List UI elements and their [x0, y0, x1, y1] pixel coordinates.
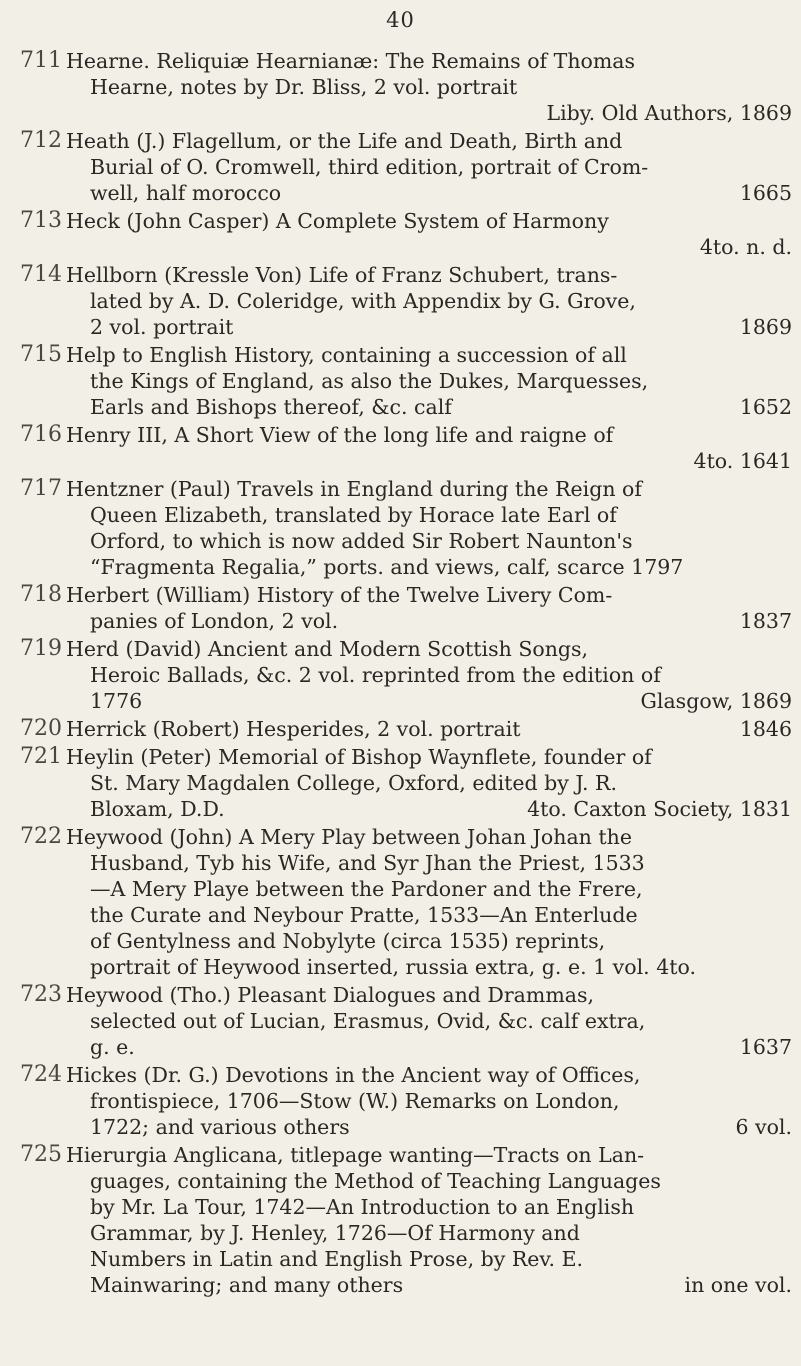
- entry-line: Mainwaring; and many others: [90, 1273, 404, 1297]
- catalogue-entry: [20, 48, 792, 126]
- entry-line: of Gentylness and Nobylyte (circa 1535) reprints,: [90, 929, 606, 953]
- entry-date: 1869: [739, 315, 792, 339]
- lot-number: 717: [20, 476, 62, 501]
- entry-line: g. e.: [90, 1035, 135, 1059]
- lot-number: 721: [20, 744, 62, 769]
- lot-number: 711: [20, 48, 62, 73]
- catalogue-entry: [20, 744, 792, 822]
- entry-line: frontispiece, 1706—Stow (W.) Remarks on London,: [90, 1089, 620, 1113]
- entry-text: [66, 824, 792, 980]
- entry-line: Herrick (Robert) Hesperides, 2 vol. portrait: [66, 717, 521, 741]
- entry-text: [66, 1062, 792, 1140]
- entry-line: 4to. 1641: [693, 449, 792, 473]
- lot-number: 715: [20, 342, 62, 367]
- entry-line: Heylin (Peter) Memorial of Bishop Waynflete, founder of: [66, 745, 652, 769]
- entry-text: [66, 1142, 792, 1298]
- catalogue-entry: [20, 128, 792, 206]
- entry-line: —A Mery Playe between the Pardoner and the Frere,: [90, 877, 643, 901]
- catalogue-entry: [20, 1142, 792, 1298]
- entry-line: Herbert (William) History of the Twelve Livery Com-: [66, 583, 613, 607]
- lot-number: 716: [20, 422, 62, 447]
- entry-line: the Curate and Neybour Pratte, 1533—An Enterlude: [90, 903, 638, 927]
- entry-text: [66, 476, 792, 580]
- lot-number: 713: [20, 208, 62, 233]
- entry-line: Hearne, notes by Dr. Bliss, 2 vol. portrait: [90, 75, 518, 99]
- entry-date: 1637: [739, 1035, 792, 1059]
- entry-line: Queen Elizabeth, translated by Horace late Earl of: [90, 503, 617, 527]
- entry-line: guages, containing the Method of Teaching Languages: [90, 1169, 661, 1193]
- lot-number: 714: [20, 262, 62, 287]
- entry-text: [66, 982, 792, 1060]
- catalogue-entry: [20, 342, 792, 420]
- entry-line: Burial of O. Cromwell, third edition, portrait of Crom-: [90, 155, 649, 179]
- entry-line: Hellborn (Kressle Von) Life of Franz Schubert, trans-: [66, 263, 618, 287]
- entry-line: Numbers in Latin and English Prose, by Rev. E.: [90, 1247, 584, 1271]
- catalogue-entry: [20, 636, 792, 714]
- entry-line: St. Mary Magdalen College, Oxford, edited by J. R.: [90, 771, 617, 795]
- lot-number: 719: [20, 636, 62, 661]
- entry-line: Heywood (John) A Mery Play between Johan Johan the: [66, 825, 632, 849]
- catalogue-entry: [20, 582, 792, 634]
- catalogue-entry: [20, 476, 792, 580]
- entry-line: Herd (David) Ancient and Modern Scottish Songs,: [66, 637, 589, 661]
- entry-date: 1846: [739, 717, 792, 741]
- entry-text: [66, 636, 792, 714]
- catalogue-entry: [20, 208, 792, 260]
- entry-date: in one vol.: [684, 1273, 792, 1297]
- lot-number: 722: [20, 824, 62, 849]
- catalogue-entries: [20, 48, 792, 1300]
- entry-date: Glasgow, 1869: [640, 689, 792, 713]
- entry-line: the Kings of England, as also the Dukes, Marquesses,: [90, 369, 649, 393]
- entry-line: Henry III, A Short View of the long life and raigne of: [66, 423, 614, 447]
- entry-line: selected out of Lucian, Erasmus, Ovid, &c. calf extra,: [90, 1009, 646, 1033]
- entry-date: 1652: [739, 395, 792, 419]
- entry-text: [66, 48, 792, 126]
- entry-date: 4to. Caxton Society, 1831: [527, 797, 792, 821]
- entry-text: [66, 716, 792, 742]
- entry-line: “Fragmenta Regalia,” ports. and views, calf, scarce 1797: [90, 555, 684, 579]
- entry-text: [66, 422, 792, 474]
- entry-line: Help to English History, containing a succession of all: [66, 343, 627, 367]
- entry-line: Heywood (Tho.) Pleasant Dialogues and Drammas,: [66, 983, 595, 1007]
- entry-line: Hearne. Reliquiæ Hearnianæ: The Remains of Thomas: [66, 49, 636, 73]
- entry-line: Bloxam, D.D.: [90, 797, 225, 821]
- entry-line: 4to. n. d.: [699, 235, 792, 259]
- entry-date: 1665: [739, 181, 792, 205]
- entry-date: 6 vol.: [735, 1115, 792, 1139]
- catalogue-entry: [20, 1062, 792, 1140]
- lot-number: 723: [20, 982, 62, 1007]
- entry-text: [66, 582, 792, 634]
- entry-line: well, half morocco: [90, 181, 282, 205]
- entry-line: Heath (J.) Flagellum, or the Life and Death, Birth and: [66, 129, 623, 153]
- entry-text: [66, 262, 792, 340]
- entry-text: [66, 342, 792, 420]
- entry-line: Hentzner (Paul) Travels in England during the Reign of: [66, 477, 642, 501]
- entry-line: Heroic Ballads, &c. 2 vol. reprinted from the edition of: [90, 663, 661, 687]
- lot-number: 720: [20, 716, 62, 741]
- catalogue-entry: [20, 262, 792, 340]
- entry-date: 1837: [739, 609, 792, 633]
- entry-line: Earls and Bishops thereof, &c. calf: [90, 395, 452, 419]
- entry-line: Hickes (Dr. G.) Devotions in the Ancient way of Offices,: [66, 1063, 641, 1087]
- catalogue-entry: [20, 422, 792, 474]
- entry-text: [66, 744, 792, 822]
- entry-line: lated by A. D. Coleridge, with Appendix by G. Grove,: [90, 289, 636, 313]
- entry-line: by Mr. La Tour, 1742—An Introduction to an English: [90, 1195, 635, 1219]
- entry-line: Hierurgia Anglicana, titlepage wanting—Tracts on Lan-: [66, 1143, 645, 1167]
- entry-line: 1776: [90, 689, 143, 713]
- entry-line: Grammar, by J. Henley, 1726—Of Harmony and: [90, 1221, 580, 1245]
- entry-text: [66, 208, 792, 260]
- lot-number: 725: [20, 1142, 62, 1167]
- entry-line: Liby. Old Authors, 1869: [546, 101, 792, 125]
- entry-line: Husband, Tyb his Wife, and Syr Jhan the Priest, 1533: [90, 851, 645, 875]
- catalogue-entry: [20, 824, 792, 980]
- lot-number: 718: [20, 582, 62, 607]
- entry-line: Heck (John Casper) A Complete System of Harmony: [66, 209, 609, 233]
- page-number: 40: [386, 8, 415, 32]
- entry-text: [66, 128, 792, 206]
- entry-line: 2 vol. portrait: [90, 315, 234, 339]
- catalogue-entry: [20, 982, 792, 1060]
- lot-number: 712: [20, 128, 62, 153]
- lot-number: 724: [20, 1062, 62, 1087]
- entry-line: Orford, to which is now added Sir Robert Naunton's: [90, 529, 633, 553]
- entry-line: portrait of Heywood inserted, russia extra, g. e. 1 vol. 4to.: [90, 955, 696, 979]
- entry-line: 1722; and various others: [90, 1115, 350, 1139]
- entry-line: panies of London, 2 vol.: [90, 609, 339, 633]
- catalogue-entry: [20, 716, 792, 742]
